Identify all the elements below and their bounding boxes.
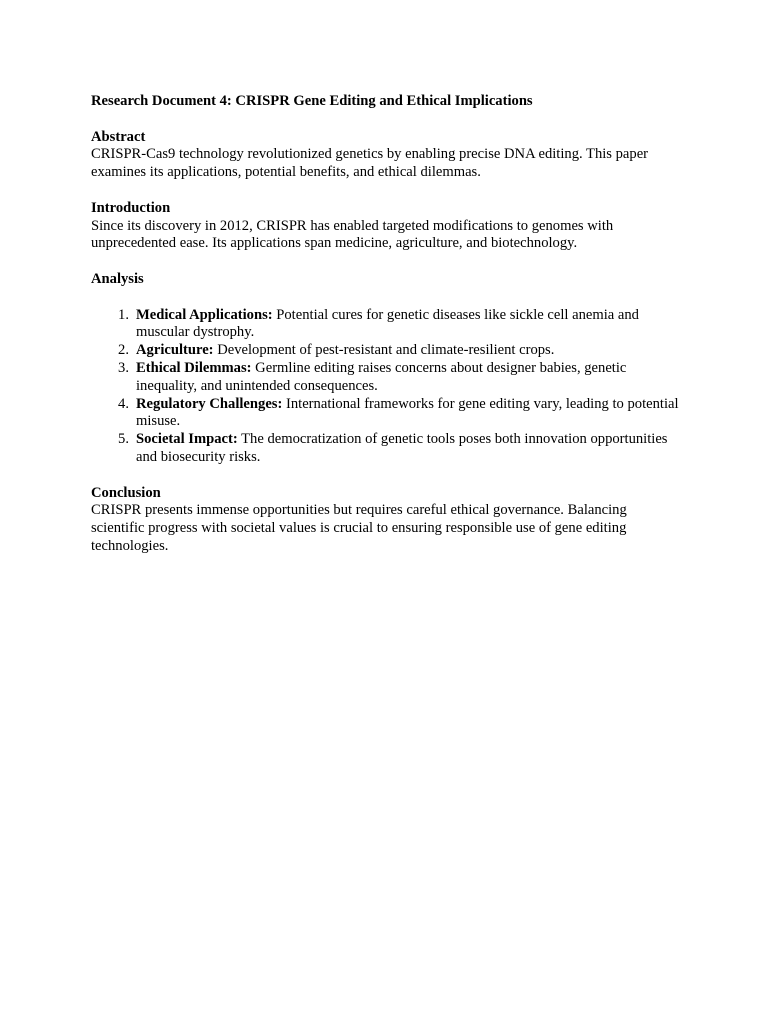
document-title: Research Document 4: CRISPR Gene Editing and Ethical Implications: [91, 93, 533, 109]
analysis-heading: Analysis: [91, 270, 144, 287]
list-item-term: Regulatory Challenges:: [136, 395, 283, 412]
list-item-term: Societal Impact:: [136, 431, 238, 448]
list-item: [91, 396, 681, 432]
document-page: [91, 93, 681, 574]
list-item: [91, 431, 681, 467]
list-item-text: Germline editing raises concerns about designer babies, genetic inequality, and unintended consequences.: [136, 359, 627, 394]
list-item-term: Ethical Dilemmas:: [136, 359, 252, 376]
list-item: [91, 360, 681, 396]
list-item-number: 1.: [118, 306, 129, 323]
abstract-section: [91, 129, 681, 182]
introduction-heading: Introduction: [91, 199, 171, 216]
list-item: [91, 342, 681, 360]
conclusion-heading: Conclusion: [91, 484, 161, 501]
list-item-number: 5.: [118, 431, 129, 448]
abstract-text: CRISPR-Cas9 technology revolutionized genetics by enabling precise DNA editing. This paper examines its applications, potential benefits, and ethical dilemmas.: [91, 146, 649, 181]
list-item-text: International frameworks for gene editing vary, leading to potential misuse.: [136, 395, 679, 430]
list-item: [91, 307, 681, 343]
abstract-heading: Abstract: [91, 128, 146, 145]
introduction-section: [91, 200, 681, 253]
list-item-term: Medical Applications:: [136, 306, 273, 323]
list-item-number: 4.: [118, 395, 129, 412]
analysis-list: [91, 307, 681, 467]
conclusion-text: CRISPR presents immense opportunities but requires careful ethical governance. Balancing scientific progress with societal values is crucial to ensuring responsible use of gene editing technologies.: [91, 502, 627, 554]
list-item-text: Development of pest-resistant and climate-resilient crops.: [213, 342, 555, 359]
introduction-text: Since its discovery in 2012, CRISPR has enabled targeted modifications to genomes with unprecedented ease. Its applications span medicine, agriculture, and biotechnology.: [91, 217, 614, 252]
list-item-term: Agriculture:: [136, 342, 214, 359]
list-item-text: Potential cures for genetic diseases like sickle cell anemia and muscular dystrophy.: [136, 306, 639, 341]
list-item-number: 3.: [118, 359, 129, 376]
list-item-number: 2.: [118, 342, 129, 359]
conclusion-section: [91, 485, 681, 556]
list-item-text: The democratization of genetic tools poses both innovation opportunities and biosecurity risks.: [136, 431, 668, 465]
